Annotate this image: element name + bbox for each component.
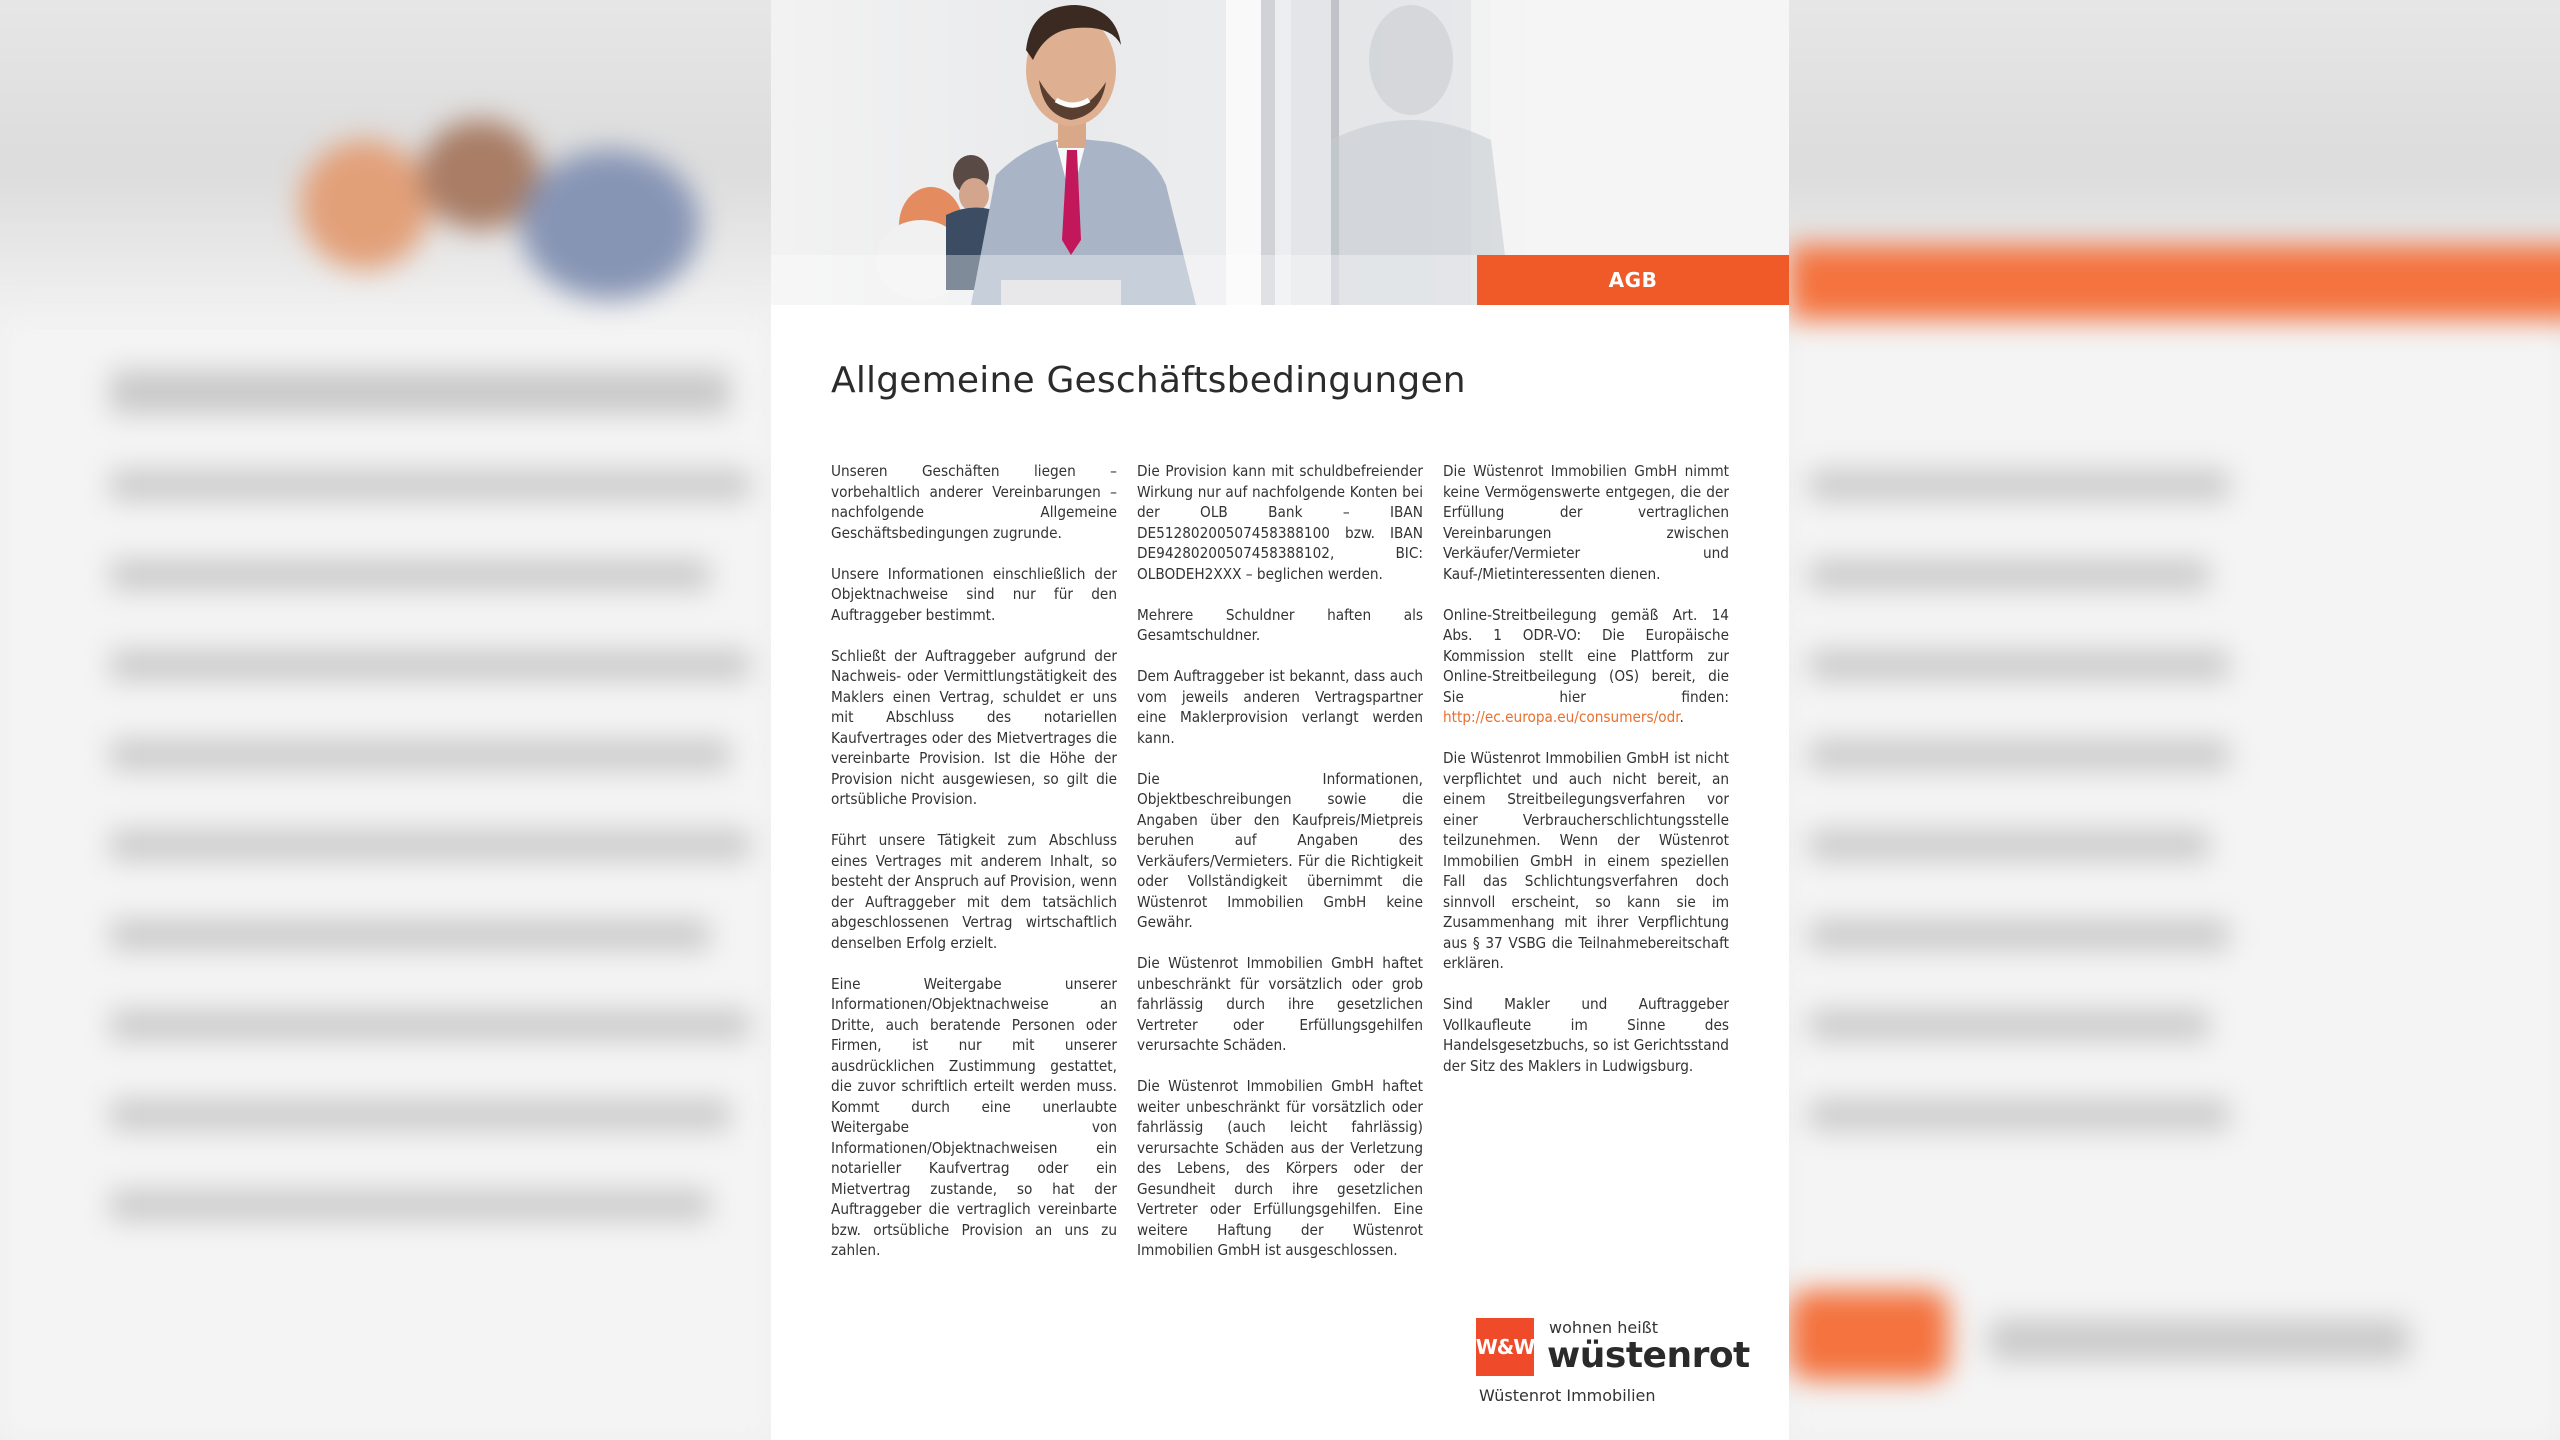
logo-tagline: wohnen heißt [1549, 1318, 1659, 1337]
terms-paragraph: Die Wüstenrot Immobilien GmbH haftet weiter unbeschränkt für vorsätzlich oder fahrlässig (auch leicht fahrlässig) verursachte Schäden aus der Verletzung des Lebens, des Körpers oder der Gesundheit durch ihre gesetzlichen Vertreter oder Erfüllungsgehilfen. Eine weitere Haftung der Wüstenrot Immobilien GmbH ist ausgeschlossen. [1137, 1077, 1423, 1259]
terms-paragraph: Die Wüstenrot Immobilien GmbH haftet unbeschränkt für vorsätzlich oder grob fahrlässig durch ihre gesetzlichen Vertreter oder Erfüllungsgehilfen verursachte Schäden. [1137, 954, 1423, 1054]
terms-paragraph: Die Wüstenrot Immobilien GmbH nimmt keine Vermögenswerte entgegen, die der Erfüllung der vertraglichen Vereinbarungen zwischen Verkäufer/Vermieter und Kauf-/Mietinteressenten dienen. [1443, 462, 1729, 583]
terms-paragraph: Sind Makler und Auftraggeber Vollkaufleute im Sinne des Handelsgesetzbuchs, so ist Gerichtsstand der Sitz des Maklers in Ludwigsburg. [1443, 995, 1729, 1075]
terms-paragraph: Eine Weitergabe unserer Informationen/Objektnachweise an Dritte, auch beratende Personen oder Firmen, ist nur mit unserer ausdrücklichen Zustimmung gestattet, die zuvor schriftlich erteilt werden muss. Kommt durch eine unerlaubte Weitergabe von Informationen/Objektnachweisen ein notarieller Kaufvertrag oder ein Mietvertrag zustande, so hat der Auftraggeber die vertraglich vereinbarte bzw. ortsübliche Provision an uns zu zahlen. [831, 974, 1117, 1259]
odr-paragraph [1443, 605, 1729, 728]
odr-end: . [1679, 708, 1684, 726]
terms-paragraph: Unsere Informationen einschließlich der Objektnachweise sind nur für den Auftraggeber bestimmt. [831, 564, 1117, 624]
terms-paragraph: Die Informationen, Objektbeschreibungen sowie die Angaben über den Kaufpreis/Mietpreis beruhen auf Angaben des Verkäufers/Vermieters. Für die Richtigkeit oder Vollständigkeit übernimmt die Wüstenrot Immobilien GmbH keine Gewähr. [1137, 769, 1423, 931]
hero-photo [771, 0, 1789, 305]
blurred-background-left [0, 0, 771, 1440]
ww-logo-mark: W&W [1476, 1318, 1534, 1376]
odr-link[interactable]: http://ec.europa.eu/consumers/odr [1443, 708, 1680, 726]
logo-subtitle: Wüstenrot Immobilien [1479, 1386, 1656, 1405]
terms-paragraph: Die Wüstenrot Immobilien GmbH ist nicht verpflichtet und auch nicht bereit, an einem Streitbeilegungsverfahren vor einer Verbraucherschlichtungsstelle teilzunehmen. Wenn der Wüstenrot Immobilien GmbH in einem speziellen Fall das Schlichtungsverfahren doch sinnvoll erscheint, so kann sie im Zusammenhang mit ihrer Verpflichtung aus § 37 VSBG die Teilnahmebereitschaft erklären. [1443, 749, 1729, 972]
page-title: Allgemeine Geschäftsbedingungen [831, 360, 1466, 401]
agb-section-tab: AGB [1477, 255, 1789, 305]
terms-column-1 [831, 461, 1117, 1281]
odr-text: Online-Streitbeilegung gemäß Art. 14 Abs. 1 ODR-VO: Die Europäische Kommission stellt eine Plattform zur Online-Streitbeilegung (OS) bereit, die Sie hier finden: [1443, 605, 1729, 706]
wuestenrot-logo [1475, 1318, 1750, 1410]
terms-columns [831, 461, 1729, 1281]
agb-document-page [771, 0, 1789, 1440]
terms-paragraph: Führt unsere Tätigkeit zum Abschluss eines Vertrages mit anderem Inhalt, so besteht der Anspruch auf Provision, wenn der Auftraggeber mit dem tatsächlich abgeschlossenen Vertrag wirtschaftlich denselben Erfolg erzielt. [831, 831, 1117, 952]
blurred-background-right [1789, 0, 2560, 1440]
terms-paragraph: Die Provision kann mit schuldbefreiender Wirkung nur auf nachfolgende Konten bei der OLB Bank – IBAN DE51280200507458388100 bzw. IBAN DE94280200507458388102, BIC: OLBODEH2XXX – beglichen werden. [1137, 462, 1423, 583]
terms-paragraph: Mehrere Schuldner haften als Gesamtschuldner. [1137, 605, 1423, 644]
terms-paragraph: Dem Auftraggeber ist bekannt, dass auch vom jeweils anderen Vertragspartner eine Maklerprovision verlangt werden kann. [1137, 667, 1423, 747]
logo-wordmark: wüstenrot [1547, 1335, 1750, 1376]
terms-column-3 [1443, 461, 1729, 1281]
terms-paragraph: Unseren Geschäften liegen – vorbehaltlich anderer Vereinbarungen – nachfolgende Allgemeine Geschäftsbedingungen zugrunde. [831, 462, 1117, 542]
terms-paragraph: Schließt der Auftraggeber aufgrund der Nachweis- oder Vermittlungstätigkeit des Maklers einen Vertrag, schuldet er uns mit Abschluss des notariellen Kaufvertrages oder des Mietvertrages die vereinbarte Provision. Ist die Höhe der Provision nicht ausgewiesen, so gilt die ortsübliche Provision. [831, 646, 1117, 808]
terms-column-2 [1137, 461, 1423, 1281]
